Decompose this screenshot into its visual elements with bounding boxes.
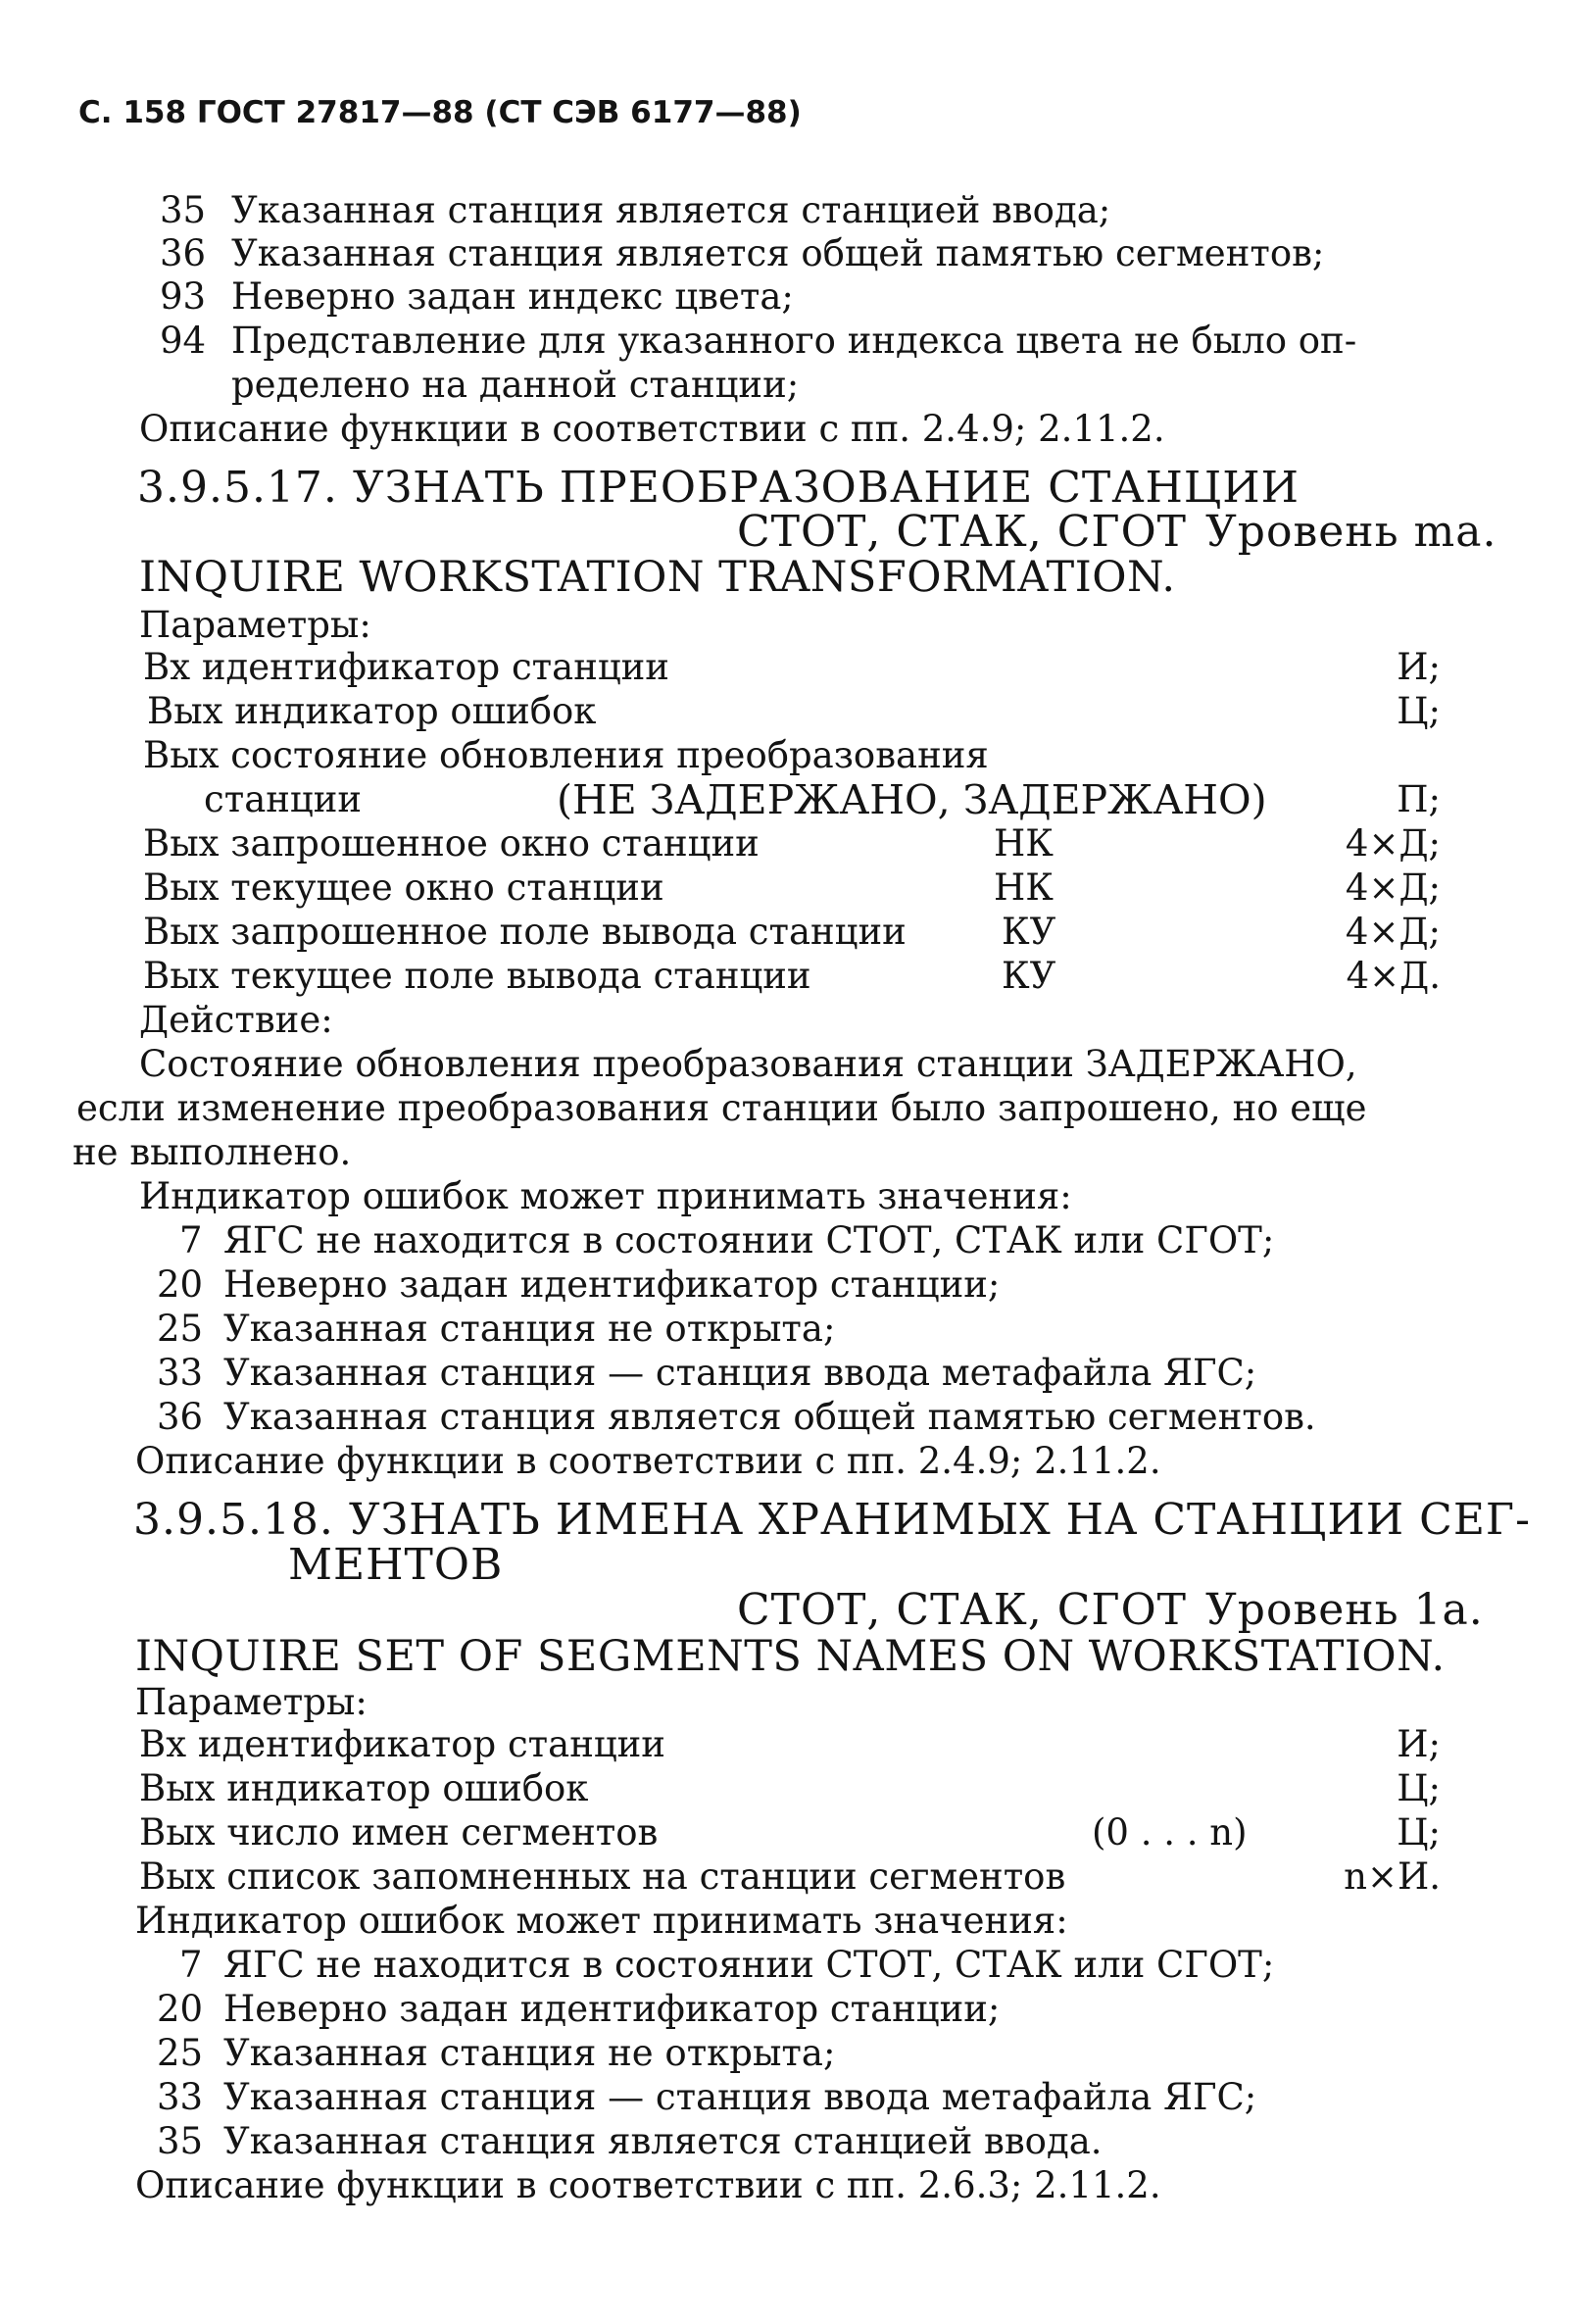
description-text: Описание функции в соответствии с пп. 2.6.3; 2.11.2. <box>135 2164 1161 2206</box>
list-item <box>0 1987 1570 2032</box>
list-item <box>0 188 1570 233</box>
page-header <box>0 90 1570 135</box>
error-text: Представление для указанного индекса цвета не было оп- <box>231 320 1357 362</box>
list-item <box>0 319 1570 364</box>
error-code: 7 <box>179 1219 203 1261</box>
section-title-text: МЕНТОВ <box>288 1540 504 1590</box>
error-code: 25 <box>157 2032 204 2074</box>
section-states-level <box>0 507 1570 557</box>
error-code: 20 <box>157 1988 204 2030</box>
list-item <box>0 1307 1570 1352</box>
param-range: КУ <box>1002 955 1056 997</box>
error-code: 20 <box>157 1263 204 1306</box>
list-item <box>0 231 1570 276</box>
page-header-text: С. 158 ГОСТ 27817—88 (СТ СЭВ 6177—88) <box>78 95 802 130</box>
errors-intro <box>0 1174 1570 1219</box>
param-row <box>0 954 1570 999</box>
error-code: 35 <box>157 2120 204 2162</box>
english-name <box>0 1634 1570 1679</box>
error-code: 94 <box>160 320 207 362</box>
error-text: Указанная станция не открыта; <box>223 1308 836 1350</box>
param-type: n×И. <box>1344 1855 1441 1898</box>
error-code: 33 <box>157 1352 204 1394</box>
param-range: КУ <box>1002 911 1056 953</box>
error-code: 33 <box>157 2076 204 2118</box>
list-item <box>0 1351 1570 1396</box>
action-line <box>0 1086 1570 1131</box>
param-text: Вых запрошенное поле вывода станции <box>143 911 907 953</box>
param-text: Вх идентификатор станции <box>139 1723 665 1765</box>
list-item <box>0 1395 1570 1440</box>
param-type: И; <box>1397 1723 1441 1765</box>
param-text: Вых индикатор ошибок <box>147 690 597 732</box>
param-type: И; <box>1397 646 1441 688</box>
params-label <box>0 603 1570 648</box>
english-name <box>0 555 1570 600</box>
level-text: Уровень 1a. <box>1205 1585 1484 1635</box>
params-label-text: Параметры: <box>139 604 371 646</box>
errors-intro-text: Индикатор ошибок может принимать значения: <box>139 1175 1072 1217</box>
action-text: Состояние обновления преобразования станции ЗАДЕРЖАНО, <box>139 1043 1357 1085</box>
param-type: 4×Д; <box>1345 866 1441 909</box>
list-item <box>0 2119 1570 2164</box>
params-label-text: Параметры: <box>135 1681 368 1723</box>
list-item <box>0 274 1570 320</box>
section-title-text: 3.9.5.18. УЗНАТЬ ИМЕНА ХРАНИМЫХ НА СТАНЦИИ СЕГ- <box>133 1495 1531 1545</box>
states-text: СТОТ, СТАК, СГОТ <box>737 507 1187 557</box>
error-code: 35 <box>160 189 207 231</box>
param-text: Вых текущее поле вывода станции <box>143 955 811 997</box>
param-row <box>0 645 1570 690</box>
section-states-level <box>0 1585 1570 1635</box>
param-type: Ц; <box>1397 1767 1441 1809</box>
param-range: (НЕ ЗАДЕРЖАНО, ЗАДЕРЖАНО) <box>557 776 1267 823</box>
errors-intro-text: Индикатор ошибок может принимать значения: <box>135 1900 1068 1942</box>
action-line <box>0 1042 1570 1087</box>
level-text: Уровень ma. <box>1205 507 1497 557</box>
section-title <box>0 1495 1570 1545</box>
param-row <box>0 821 1570 866</box>
error-text: ределено на данной станции; <box>231 364 800 406</box>
param-row <box>0 689 1570 734</box>
list-item-continuation <box>0 363 1570 408</box>
param-row <box>0 733 1570 778</box>
error-text: Указанная станция — станция ввода метафайла ЯГС; <box>223 1352 1257 1394</box>
param-text: Вых число имен сегментов <box>139 1811 659 1854</box>
error-text: Указанная станция не открыта; <box>223 2032 836 2074</box>
param-row <box>0 910 1570 955</box>
param-text: Вых индикатор ошибок <box>139 1767 589 1809</box>
section-title-continuation <box>0 1540 1570 1590</box>
function-description <box>0 1439 1570 1484</box>
error-text: Указанная станция является станцией ввода. <box>223 2120 1103 2162</box>
function-description <box>0 2163 1570 2208</box>
list-item <box>0 2075 1570 2120</box>
param-range: НК <box>994 866 1054 909</box>
error-code: 93 <box>160 275 207 318</box>
section-title-text: 3.9.5.17. УЗНАТЬ ПРЕОБРАЗОВАНИЕ СТАНЦИИ <box>137 463 1300 513</box>
states-text: СТОТ, СТАК, СГОТ <box>737 1585 1187 1635</box>
param-row <box>0 1854 1570 1900</box>
description-text: Описание функции в соответствии с пп. 2.4.9; 2.11.2. <box>135 1440 1161 1482</box>
english-name-text: INQUIRE WORKSTATION TRANSFORMATION. <box>139 553 1176 602</box>
error-text: Указанная станция — станция ввода метафайла ЯГС; <box>223 2076 1257 2118</box>
param-row <box>0 1766 1570 1811</box>
list-item <box>0 2031 1570 2076</box>
param-type: Ц; <box>1397 690 1441 732</box>
section-title <box>0 463 1570 513</box>
param-text: станции <box>204 778 363 820</box>
error-text: Указанная станция является общей памятью сегментов; <box>231 232 1325 274</box>
action-label <box>0 998 1570 1043</box>
error-text: ЯГС не находится в состоянии СТОТ, СТАК или СГОТ; <box>223 1944 1275 1986</box>
errors-intro <box>0 1899 1570 1944</box>
param-type: П; <box>1397 778 1441 820</box>
function-description <box>0 407 1570 452</box>
param-text: Вых список запомненных на станции сегментов <box>139 1855 1066 1898</box>
action-text: не выполнено. <box>73 1131 352 1173</box>
param-range: (0 . . . n) <box>1092 1811 1248 1854</box>
param-type: 4×Д; <box>1345 911 1441 953</box>
description-text: Описание функции в соответствии с пп. 2.4.9; 2.11.2. <box>139 408 1165 450</box>
param-type: 4×Д; <box>1345 822 1441 865</box>
error-text: ЯГС не находится в состоянии СТОТ, СТАК или СГОТ; <box>223 1219 1275 1261</box>
param-text: Вых состояние обновления преобразования <box>143 734 989 776</box>
error-code: 7 <box>179 1944 203 1986</box>
error-code: 36 <box>160 232 207 274</box>
english-name-text: INQUIRE SET OF SEGMENTS NAMES ON WORKSTATION. <box>135 1632 1446 1681</box>
list-item <box>0 1218 1570 1263</box>
error-text: Неверно задан индекс цвета; <box>231 275 794 318</box>
param-range: НК <box>994 822 1054 865</box>
list-item <box>0 1943 1570 1988</box>
list-item <box>0 1262 1570 1308</box>
param-row <box>0 1810 1570 1855</box>
error-text: Указанная станция является станцией ввода; <box>231 189 1111 231</box>
param-row <box>0 865 1570 911</box>
action-line <box>0 1130 1570 1175</box>
error-text: Неверно задан идентификатор станции; <box>223 1263 1001 1306</box>
error-text: Указанная станция является общей памятью сегментов. <box>223 1396 1316 1438</box>
param-row <box>0 777 1570 822</box>
params-label <box>0 1680 1570 1725</box>
param-type: 4×Д. <box>1346 955 1441 997</box>
param-text: Вх идентификатор станции <box>143 646 669 688</box>
action-label-text: Действие: <box>139 999 333 1041</box>
error-text: Неверно задан идентификатор станции; <box>223 1988 1001 2030</box>
error-code: 36 <box>157 1396 204 1438</box>
param-text: Вых текущее окно станции <box>143 866 664 909</box>
param-type: Ц; <box>1397 1811 1441 1854</box>
param-text: Вых запрошенное окно станции <box>143 822 760 865</box>
action-text: если изменение преобразования станции было запрошено, но еще <box>76 1087 1367 1129</box>
error-code: 25 <box>157 1308 204 1350</box>
param-row <box>0 1722 1570 1767</box>
